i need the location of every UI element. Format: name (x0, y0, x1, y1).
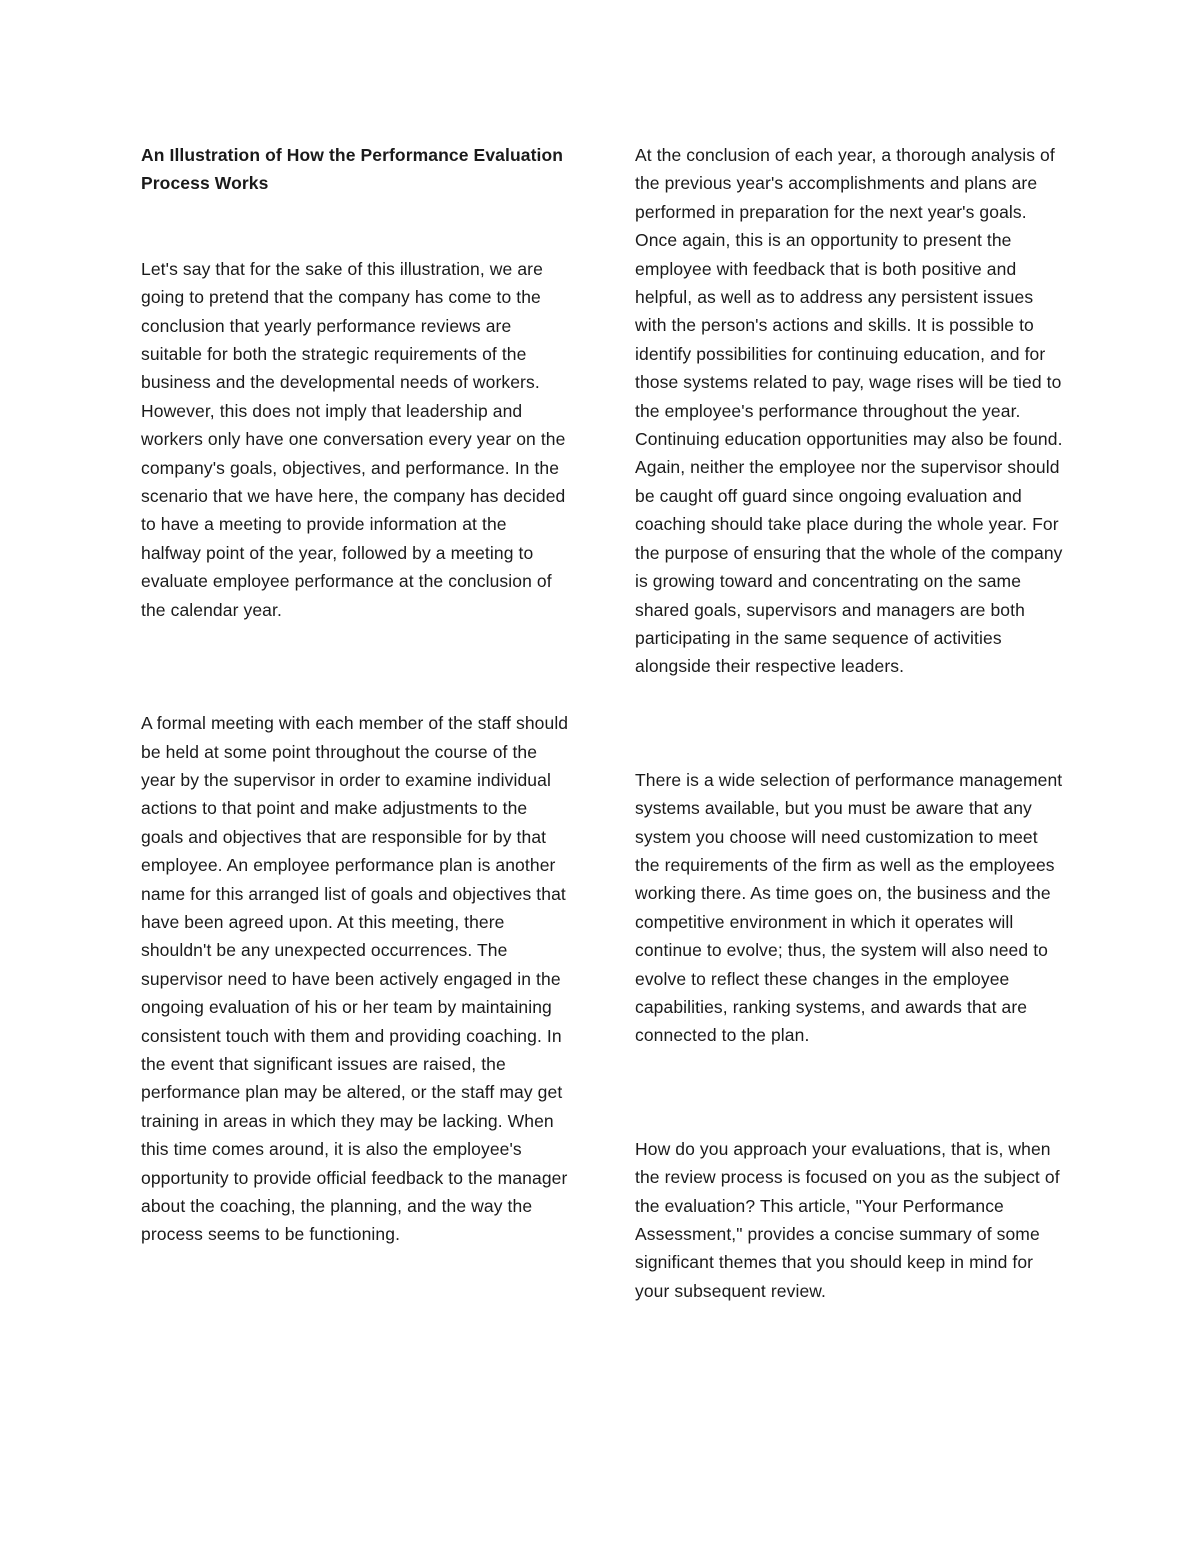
document-title: An Illustration of How the Performance Evaluation Process Works (141, 145, 564, 194)
right-column (635, 141, 1065, 1305)
paragraph-performance-systems: There is a wide selection of performance management systems available, but you must be aware that any system you choose will need customization to meet the requirements of the firm as well as the employees working there. As time goes on, the business and the competitive environment in which it operates will continue to evolve; thus, the system will also need to evolve to reflect these changes in the employee capabilities, ranking systems, and awards that are connected to the plan. (635, 769, 1063, 1046)
paragraph-illustration-scenario: Let's say that for the sake of this illustration, we are going to pretend that the company has come to the conclusion that yearly performance reviews are suitable for both the strategic requirements of the business and the developmental needs of workers. However, this does not imply that leadership and workers only have one conversation every year on the company's goals, objectives, and performance. In the scenario that we have here, the company has decided to have a meeting to provide information at the halfway point of the year, followed by a meeting to evaluate employee performance at the conclusion of the calendar year. (141, 258, 566, 620)
paragraph-formal-meeting: A formal meeting with each member of the staff should be held at some point throughout the course of the year by the supervisor in order to examine individual actions to that point and make adjustments to the goals and objectives that are responsible for by that employee. An employee performance plan is another name for this arranged list of goals and objectives that have been agreed upon. At this meeting, there shouldn't be any unexpected occurrences. The supervisor need to have been actively engaged in the ongoing evaluation of his or her team by maintaining consistent touch with them and providing coaching. In the event that significant issues are raised, the performance plan may be altered, or the staff may get training in areas in which they may be lacking. When this time comes around, it is also the employee's opportunity to provide official feedback to the manager about the coaching, the planning, and the way the process seems to be functioning. (141, 713, 569, 1245)
left-column (141, 141, 571, 1249)
paragraph-year-end-analysis: At the conclusion of each year, a thorough analysis of the previous year's accomplishments and plans are performed in preparation for the next year's goals. Once again, this is an opportunity to present the employee with feedback that is both positive and helpful, as well as to address any persistent issues with the person's actions and skills. It is possible to identify possibilities for continuing education, and for those systems related to pay, wage rises will be tied to the employee's performance throughout the year. Continuing education opportunities may also be found. Again, neither the employee nor the supervisor should be caught off guard since ongoing evaluation and coaching should take place during the whole year. For the purpose of ensuring that the whole of the company is growing toward and concentrating on the same shared goals, supervisors and managers are both participating in the same sequence of activities alongside their respective leaders. (635, 145, 1063, 677)
paragraph-own-evaluations: How do you approach your evaluations, that is, when the review process is focused on you as the subject of the evaluation? This article, "Your Performance Assessment," provides a concise summary of some significant themes that you should keep in mind for your subsequent review. (635, 1138, 1060, 1301)
